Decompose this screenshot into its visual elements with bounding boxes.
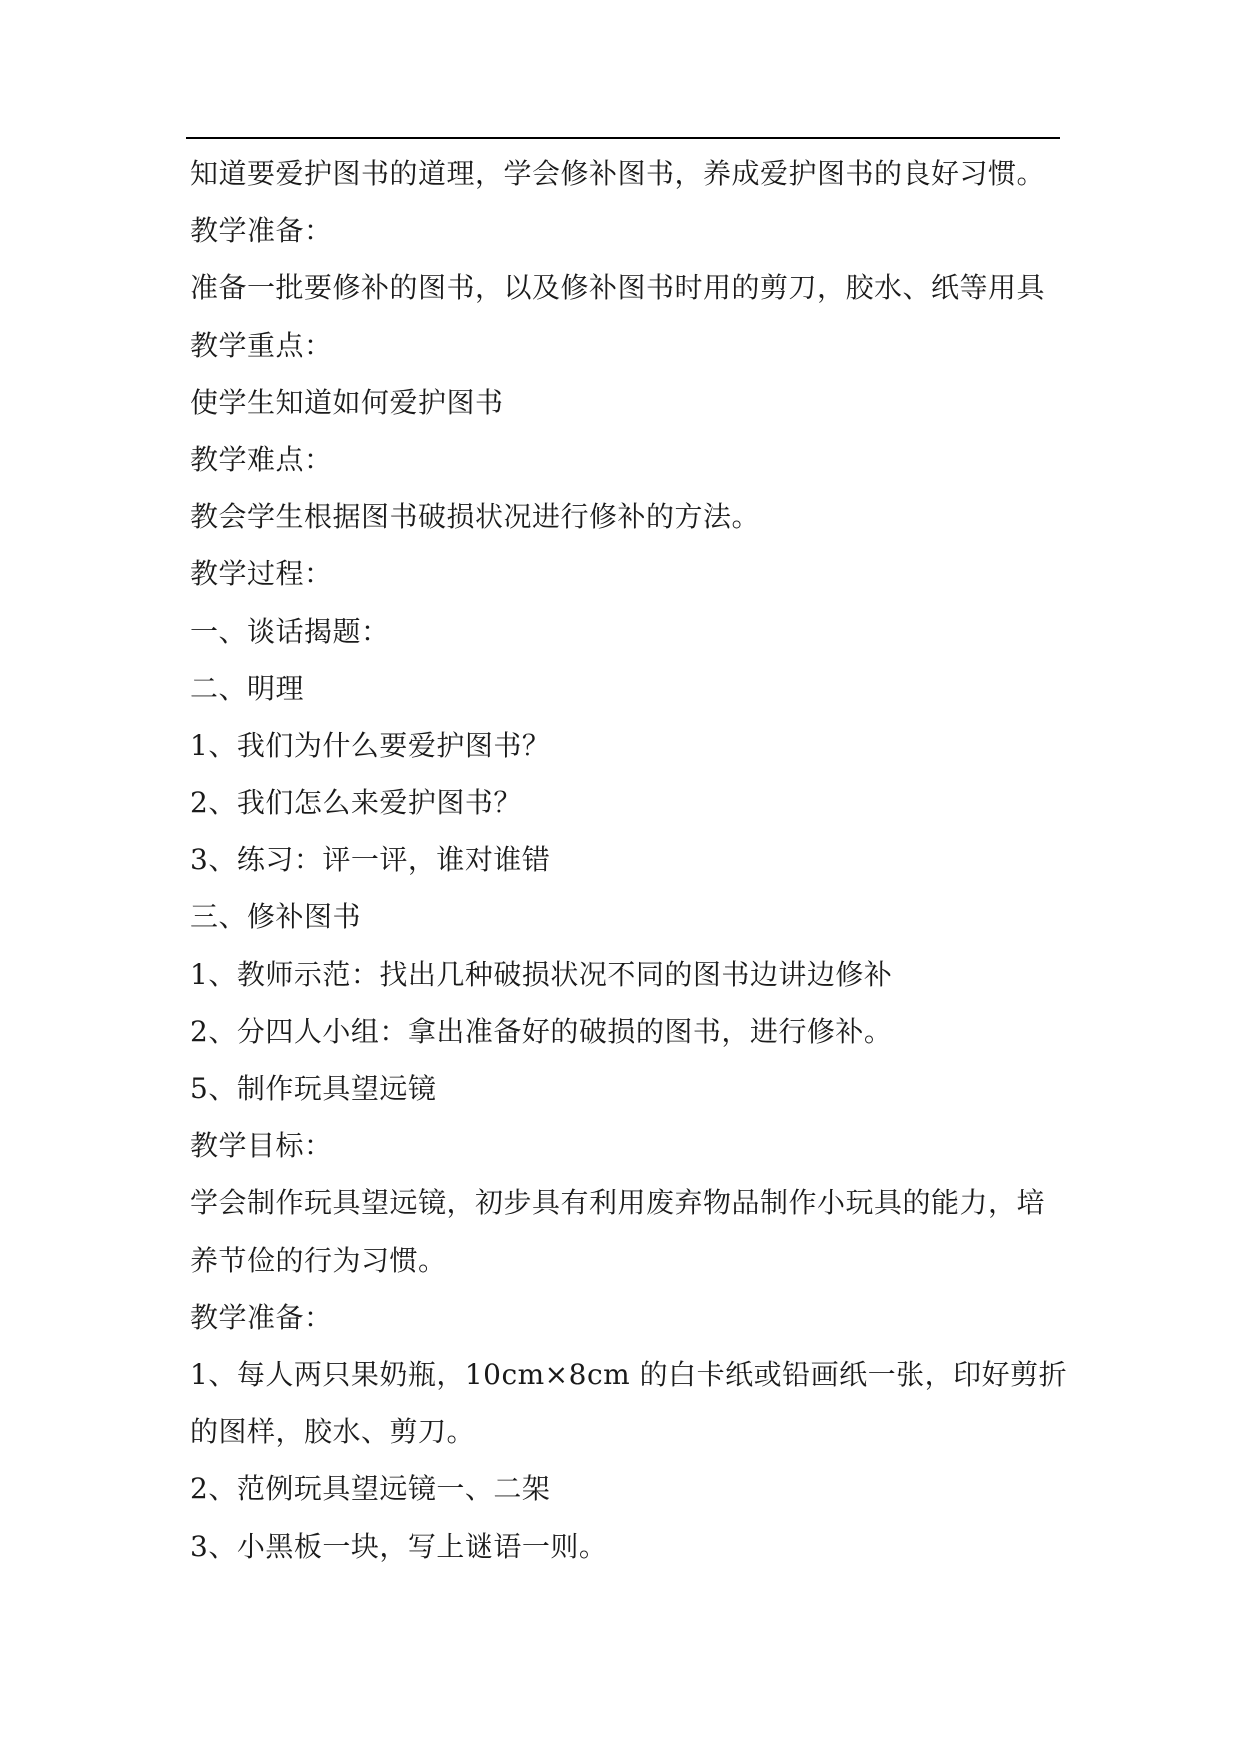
section-heading: 教学难点： [190,442,333,476]
text-line: 使学生知道如何爱护图书 [190,385,504,419]
list-item: 一、谈话揭题： [190,614,390,648]
list-item-continuation: 的图样，胶水、剪刀。 [190,1415,476,1449]
text-line: 养节俭的行为习惯。 [190,1243,447,1277]
document-body [190,145,1068,1575]
list-item: 1、每人两只果奶瓶，10cm×8cm 的白卡纸或铅画纸一张，印好剪折 [190,1357,1068,1391]
list-item: 2、范例玩具望远镜一、二架 [190,1472,551,1506]
text-line: 教会学生根据图书破损状况进行修补的方法。 [190,500,761,534]
lesson-title: 5、制作玩具望远镜 [190,1072,437,1105]
text-line: 知道要爱护图书的道理，学会修补图书，养成爱护图书的良好习惯。 [190,157,1046,190]
list-item: 3、小黑板一块，写上谜语一则。 [190,1529,608,1563]
list-item: 三、修补图书 [190,900,362,934]
list-item: 二、明理 [190,671,305,705]
text-line: 学会制作玩具望远镜，初步具有利用废弃物品制作小玩具的能力，培 [190,1186,1046,1220]
list-item: 3、练习：评一评，谁对谁错 [190,843,551,877]
list-item: 2、分四人小组：拿出准备好的破损的图书，进行修补。 [190,1014,893,1048]
section-heading: 教学准备： [190,1300,333,1334]
section-heading: 教学准备： [190,214,333,248]
text-line: 准备一批要修补的图书，以及修补图书时用的剪刀，胶水、纸等用具 [190,271,1046,305]
section-heading: 教学过程： [190,557,333,591]
section-heading: 教学目标： [190,1129,333,1163]
header-rule [186,137,1060,139]
list-item: 1、我们为什么要爱护图书？ [190,728,551,762]
list-item: 2、我们怎么来爱护图书？ [190,786,522,820]
section-heading: 教学重点： [190,328,333,362]
list-item: 1、教师示范：找出几种破损状况不同的图书边讲边修补 [190,957,893,991]
